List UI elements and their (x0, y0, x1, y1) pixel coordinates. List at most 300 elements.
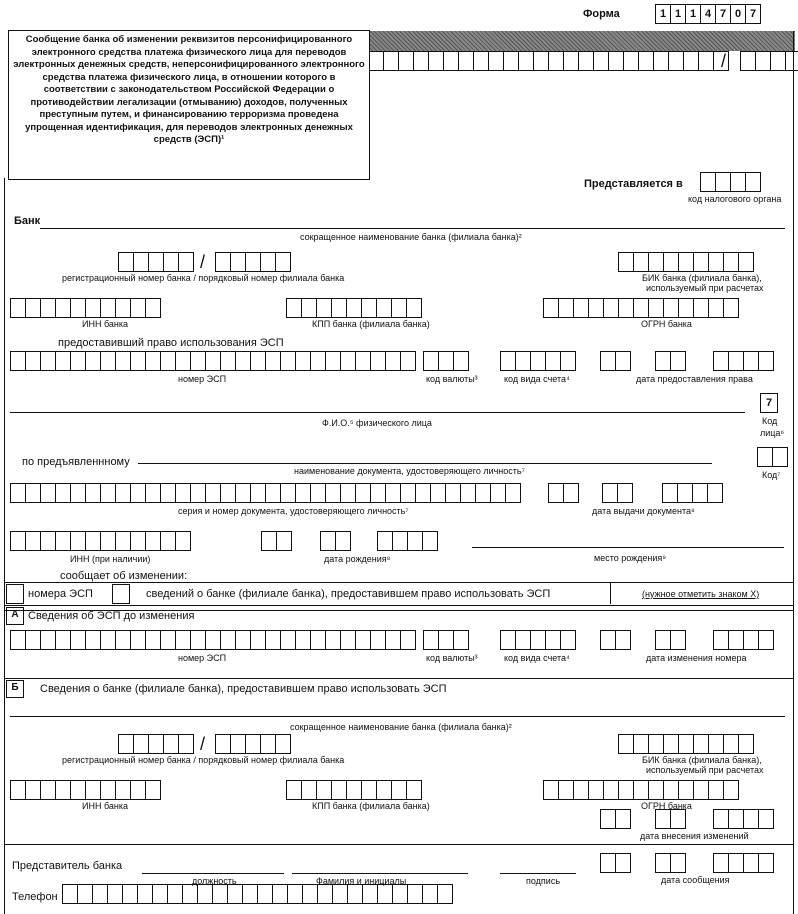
input-cell[interactable] (85, 630, 101, 650)
input-cell[interactable] (295, 483, 311, 503)
input-cell[interactable] (677, 483, 693, 503)
input-cell[interactable] (618, 734, 634, 754)
input-cell[interactable] (693, 734, 709, 754)
input-cell[interactable] (488, 51, 504, 71)
input-cell[interactable] (190, 483, 206, 503)
input-cell[interactable] (100, 531, 116, 551)
header-id-field[interactable] (368, 51, 728, 71)
input-cell[interactable] (603, 780, 619, 800)
input-cell[interactable] (422, 884, 438, 904)
input-cell[interactable] (167, 884, 183, 904)
input-cell[interactable] (655, 809, 671, 829)
input-cell[interactable] (738, 252, 754, 272)
new-bank-inn-field[interactable] (10, 780, 160, 800)
input-cell[interactable] (286, 298, 302, 318)
esp-number-field[interactable] (10, 351, 415, 371)
input-cell[interactable] (250, 351, 266, 371)
input-cell[interactable] (310, 630, 326, 650)
input-cell[interactable] (160, 483, 176, 503)
input-cell[interactable] (85, 298, 101, 318)
input-cell[interactable] (133, 734, 149, 754)
input-cell[interactable] (623, 51, 639, 71)
msg-month-field[interactable] (655, 853, 685, 873)
input-cell[interactable] (235, 630, 251, 650)
input-cell[interactable] (118, 734, 134, 754)
doc-name-line[interactable] (138, 463, 712, 464)
person-code-field[interactable] (760, 393, 777, 413)
input-cell[interactable] (723, 780, 739, 800)
input-cell[interactable] (55, 351, 71, 371)
input-cell[interactable] (633, 252, 649, 272)
input-cell[interactable] (707, 483, 723, 503)
input-cell[interactable] (438, 351, 454, 371)
input-cell[interactable] (275, 734, 291, 754)
input-cell[interactable] (670, 351, 686, 371)
input-cell[interactable] (438, 630, 454, 650)
input-cell[interactable] (385, 630, 401, 650)
input-cell[interactable] (533, 51, 549, 71)
grant-month-field[interactable] (655, 351, 685, 371)
old-account-type-field[interactable] (500, 630, 575, 650)
input-cell[interactable] (227, 884, 243, 904)
input-cell[interactable] (205, 630, 221, 650)
input-cell[interactable] (215, 734, 231, 754)
doc-code-field[interactable] (757, 447, 787, 467)
input-cell[interactable] (391, 298, 407, 318)
input-cell[interactable] (295, 351, 311, 371)
input-cell[interactable] (25, 780, 41, 800)
doc-day-field[interactable] (548, 483, 578, 503)
birth-day-field[interactable] (261, 531, 291, 551)
input-cell[interactable] (25, 298, 41, 318)
input-cell[interactable] (145, 531, 161, 551)
input-cell[interactable] (325, 630, 341, 650)
input-cell[interactable] (301, 298, 317, 318)
input-cell[interactable] (608, 51, 624, 71)
person-inn-field[interactable] (10, 531, 190, 551)
input-cell[interactable] (770, 51, 786, 71)
new-bank-ogrn-field[interactable] (543, 780, 738, 800)
input-cell[interactable] (220, 483, 236, 503)
input-cell[interactable] (588, 780, 604, 800)
input-cell[interactable] (317, 884, 333, 904)
msg-year-field[interactable] (713, 853, 773, 873)
input-cell[interactable] (662, 483, 678, 503)
input-cell[interactable] (693, 298, 709, 318)
input-cell[interactable] (490, 483, 506, 503)
input-cell[interactable] (346, 780, 362, 800)
input-cell[interactable] (600, 351, 616, 371)
input-cell[interactable] (145, 630, 161, 650)
input-cell[interactable] (85, 780, 101, 800)
input-cell[interactable] (100, 298, 116, 318)
input-cell[interactable] (422, 531, 438, 551)
input-cell[interactable] (370, 483, 386, 503)
input-cell[interactable] (92, 884, 108, 904)
input-cell[interactable] (115, 531, 131, 551)
input-cell[interactable] (423, 630, 439, 650)
input-cell[interactable] (407, 531, 423, 551)
input-cell[interactable] (615, 351, 631, 371)
input-cell[interactable] (376, 298, 392, 318)
input-cell[interactable] (55, 630, 71, 650)
input-cell[interactable] (137, 884, 153, 904)
input-cell[interactable] (663, 298, 679, 318)
input-cell[interactable] (130, 630, 146, 650)
input-cell[interactable] (115, 630, 131, 650)
input-cell[interactable] (190, 351, 206, 371)
input-cell[interactable] (70, 298, 86, 318)
input-cell[interactable] (715, 172, 731, 192)
doc-year-field[interactable] (662, 483, 722, 503)
input-cell[interactable] (615, 853, 631, 873)
input-cell[interactable] (443, 51, 459, 71)
change-month-field[interactable] (655, 630, 685, 650)
input-cell[interactable] (588, 298, 604, 318)
input-cell[interactable] (700, 172, 716, 192)
input-cell[interactable] (260, 252, 276, 272)
input-cell[interactable] (40, 630, 56, 650)
input-cell[interactable] (578, 51, 594, 71)
input-cell[interactable] (10, 298, 26, 318)
input-cell[interactable] (543, 780, 559, 800)
input-cell[interactable] (55, 531, 71, 551)
input-cell[interactable] (272, 884, 288, 904)
input-cell[interactable] (723, 298, 739, 318)
input-cell[interactable] (178, 252, 194, 272)
input-cell[interactable] (663, 734, 679, 754)
input-cell[interactable] (115, 483, 131, 503)
input-cell[interactable] (453, 351, 469, 371)
input-cell[interactable] (70, 630, 86, 650)
input-cell[interactable] (505, 483, 521, 503)
input-cell[interactable] (708, 734, 724, 754)
input-cell[interactable] (653, 51, 669, 71)
input-cell[interactable] (250, 630, 266, 650)
fio-line[interactable] (10, 412, 745, 413)
input-cell[interactable] (130, 531, 146, 551)
new-bik-field[interactable] (618, 734, 753, 754)
input-cell[interactable] (415, 483, 431, 503)
input-cell[interactable] (55, 298, 71, 318)
input-cell[interactable] (670, 630, 686, 650)
input-cell[interactable] (413, 51, 429, 71)
edit-year-field[interactable] (713, 809, 773, 829)
input-cell[interactable] (145, 483, 161, 503)
input-cell[interactable] (708, 298, 724, 318)
input-cell[interactable] (145, 351, 161, 371)
input-cell[interactable] (670, 853, 686, 873)
input-cell[interactable] (693, 780, 709, 800)
input-cell[interactable] (331, 780, 347, 800)
input-cell[interactable] (70, 483, 86, 503)
input-cell[interactable] (723, 252, 739, 272)
input-cell[interactable] (600, 853, 616, 873)
input-cell[interactable] (355, 483, 371, 503)
input-cell[interactable] (515, 351, 531, 371)
input-cell[interactable] (757, 447, 773, 467)
header-id-suffix-field[interactable] (740, 51, 798, 71)
input-cell[interactable] (400, 630, 416, 650)
bank-ogrn-field[interactable] (543, 298, 738, 318)
input-cell[interactable] (600, 630, 616, 650)
input-cell[interactable] (377, 884, 393, 904)
input-cell[interactable] (728, 809, 744, 829)
input-cell[interactable] (473, 51, 489, 71)
input-cell[interactable] (355, 351, 371, 371)
input-cell[interactable] (723, 734, 739, 754)
input-cell[interactable] (310, 351, 326, 371)
input-cell[interactable] (148, 252, 164, 272)
input-cell[interactable] (730, 172, 746, 192)
input-cell[interactable] (678, 734, 694, 754)
input-cell[interactable] (115, 351, 131, 371)
input-cell[interactable] (633, 298, 649, 318)
input-cell[interactable] (407, 884, 423, 904)
input-cell[interactable] (257, 884, 273, 904)
input-cell[interactable] (163, 734, 179, 754)
input-cell[interactable] (205, 483, 221, 503)
input-cell[interactable] (530, 351, 546, 371)
input-cell[interactable] (340, 483, 356, 503)
input-cell[interactable] (40, 531, 56, 551)
input-cell[interactable] (563, 483, 579, 503)
input-cell[interactable] (55, 483, 71, 503)
input-cell[interactable] (145, 298, 161, 318)
input-cell[interactable] (280, 351, 296, 371)
new-bank-reg-number-field[interactable] (118, 734, 193, 754)
old-esp-number-field[interactable] (10, 630, 415, 650)
input-cell[interactable] (265, 483, 281, 503)
input-cell[interactable] (130, 483, 146, 503)
input-cell[interactable] (758, 853, 774, 873)
input-cell[interactable] (160, 351, 176, 371)
change-bank-checkbox[interactable] (112, 584, 130, 604)
input-cell[interactable] (197, 884, 213, 904)
input-cell[interactable] (745, 172, 761, 192)
grant-year-field[interactable] (713, 351, 773, 371)
input-cell[interactable] (10, 483, 26, 503)
input-cell[interactable] (175, 630, 191, 650)
input-cell[interactable] (70, 351, 86, 371)
input-cell[interactable] (708, 252, 724, 272)
input-cell[interactable] (10, 351, 26, 371)
edit-month-field[interactable] (655, 809, 685, 829)
input-cell[interactable] (160, 630, 176, 650)
input-cell[interactable] (235, 483, 251, 503)
input-cell[interactable] (316, 298, 332, 318)
input-cell[interactable] (163, 252, 179, 272)
input-cell[interactable] (368, 51, 384, 71)
input-cell[interactable] (275, 252, 291, 272)
input-cell[interactable] (543, 298, 559, 318)
input-cell[interactable] (370, 630, 386, 650)
input-cell[interactable] (331, 298, 347, 318)
input-cell[interactable] (280, 630, 296, 650)
edit-day-field[interactable] (600, 809, 630, 829)
input-cell[interactable] (302, 884, 318, 904)
input-cell[interactable] (573, 298, 589, 318)
input-cell[interactable] (320, 531, 336, 551)
input-cell[interactable] (287, 884, 303, 904)
input-cell[interactable] (392, 884, 408, 904)
input-cell[interactable] (633, 734, 649, 754)
input-cell[interactable] (406, 298, 422, 318)
input-cell[interactable] (122, 884, 138, 904)
input-cell[interactable] (130, 298, 146, 318)
change-year-field[interactable] (713, 630, 773, 650)
input-cell[interactable] (785, 51, 798, 71)
new-bank-name-line[interactable] (10, 716, 785, 717)
input-cell[interactable] (316, 780, 332, 800)
input-cell[interactable] (758, 809, 774, 829)
input-cell[interactable] (545, 351, 561, 371)
input-cell[interactable] (220, 630, 236, 650)
old-currency-code-field[interactable] (423, 630, 468, 650)
input-cell[interactable] (618, 298, 634, 318)
change-number-checkbox[interactable] (6, 584, 24, 604)
input-cell[interactable] (713, 853, 729, 873)
input-cell[interactable] (100, 483, 116, 503)
input-cell[interactable] (220, 351, 236, 371)
bank-reg-number-field[interactable] (118, 252, 193, 272)
input-cell[interactable] (755, 51, 771, 71)
input-cell[interactable] (10, 780, 26, 800)
input-cell[interactable] (633, 780, 649, 800)
input-cell[interactable] (205, 351, 221, 371)
input-cell[interactable] (743, 853, 759, 873)
input-cell[interactable] (335, 531, 351, 551)
input-cell[interactable] (160, 531, 176, 551)
input-cell[interactable] (118, 252, 134, 272)
input-cell[interactable] (361, 780, 377, 800)
input-cell[interactable] (406, 780, 422, 800)
birth-month-field[interactable] (320, 531, 350, 551)
input-cell[interactable] (376, 780, 392, 800)
birth-place-line[interactable] (472, 547, 784, 548)
input-cell[interactable] (560, 630, 576, 650)
input-cell[interactable] (530, 630, 546, 650)
input-cell[interactable] (500, 351, 516, 371)
input-cell[interactable] (558, 780, 574, 800)
input-cell[interactable] (385, 483, 401, 503)
input-cell[interactable] (615, 630, 631, 650)
input-cell[interactable] (346, 298, 362, 318)
input-cell[interactable] (10, 630, 26, 650)
input-cell[interactable] (453, 630, 469, 650)
input-cell[interactable] (62, 884, 78, 904)
input-cell[interactable] (615, 809, 631, 829)
input-cell[interactable] (115, 298, 131, 318)
input-cell[interactable] (280, 483, 296, 503)
input-cell[interactable] (740, 51, 756, 71)
input-cell[interactable] (325, 483, 341, 503)
input-cell[interactable] (600, 809, 616, 829)
input-cell[interactable] (130, 780, 146, 800)
input-cell[interactable] (558, 298, 574, 318)
input-cell[interactable] (260, 734, 276, 754)
input-cell[interactable] (175, 483, 191, 503)
input-cell[interactable] (245, 734, 261, 754)
input-cell[interactable] (518, 51, 534, 71)
phone-field[interactable] (62, 884, 452, 904)
input-cell[interactable] (713, 630, 729, 650)
change-day-field[interactable] (600, 630, 630, 650)
input-cell[interactable] (250, 483, 266, 503)
input-cell[interactable] (545, 630, 561, 650)
input-cell[interactable] (100, 780, 116, 800)
input-cell[interactable] (115, 780, 131, 800)
input-cell[interactable] (148, 734, 164, 754)
input-cell[interactable] (286, 780, 302, 800)
input-cell[interactable] (515, 630, 531, 650)
input-cell[interactable] (25, 531, 41, 551)
input-cell[interactable] (500, 630, 516, 650)
input-cell[interactable] (400, 483, 416, 503)
input-cell[interactable] (728, 351, 744, 371)
input-cell[interactable] (85, 483, 101, 503)
doc-series-field[interactable] (10, 483, 520, 503)
input-cell[interactable] (758, 630, 774, 650)
input-cell[interactable] (391, 780, 407, 800)
input-cell[interactable] (678, 298, 694, 318)
input-cell[interactable] (668, 51, 684, 71)
input-cell[interactable] (573, 780, 589, 800)
input-cell[interactable] (40, 780, 56, 800)
bik-field[interactable] (618, 252, 753, 272)
input-cell[interactable] (85, 531, 101, 551)
input-cell[interactable] (377, 531, 393, 551)
input-cell[interactable] (242, 884, 258, 904)
input-cell[interactable] (693, 252, 709, 272)
input-cell[interactable] (663, 780, 679, 800)
input-cell[interactable] (428, 51, 444, 71)
input-cell[interactable] (265, 630, 281, 650)
input-cell[interactable] (560, 351, 576, 371)
input-cell[interactable] (392, 531, 408, 551)
input-cell[interactable] (648, 252, 664, 272)
input-cell[interactable] (261, 531, 277, 551)
input-cell[interactable] (25, 630, 41, 650)
input-cell[interactable] (295, 630, 311, 650)
input-cell[interactable] (332, 884, 348, 904)
input-cell[interactable] (190, 630, 206, 650)
input-cell[interactable] (713, 809, 729, 829)
input-cell[interactable] (772, 447, 788, 467)
input-cell[interactable] (708, 780, 724, 800)
input-cell[interactable] (670, 809, 686, 829)
form-code-field[interactable] (655, 4, 760, 24)
input-cell[interactable] (245, 252, 261, 272)
input-cell[interactable] (40, 483, 56, 503)
input-cell[interactable] (548, 51, 564, 71)
input-cell[interactable] (178, 734, 194, 754)
input-cell[interactable] (437, 884, 453, 904)
currency-code-field[interactable] (423, 351, 468, 371)
tax-authority-code-field[interactable] (700, 172, 760, 192)
input-cell[interactable] (230, 252, 246, 272)
input-cell[interactable] (602, 483, 618, 503)
input-cell[interactable] (655, 853, 671, 873)
input-cell[interactable] (152, 884, 168, 904)
input-cell[interactable] (563, 51, 579, 71)
input-cell[interactable] (648, 298, 664, 318)
input-cell[interactable] (361, 298, 377, 318)
input-cell[interactable] (638, 51, 654, 71)
input-cell[interactable] (603, 298, 619, 318)
input-cell[interactable] (385, 351, 401, 371)
grant-day-field[interactable] (600, 351, 630, 371)
